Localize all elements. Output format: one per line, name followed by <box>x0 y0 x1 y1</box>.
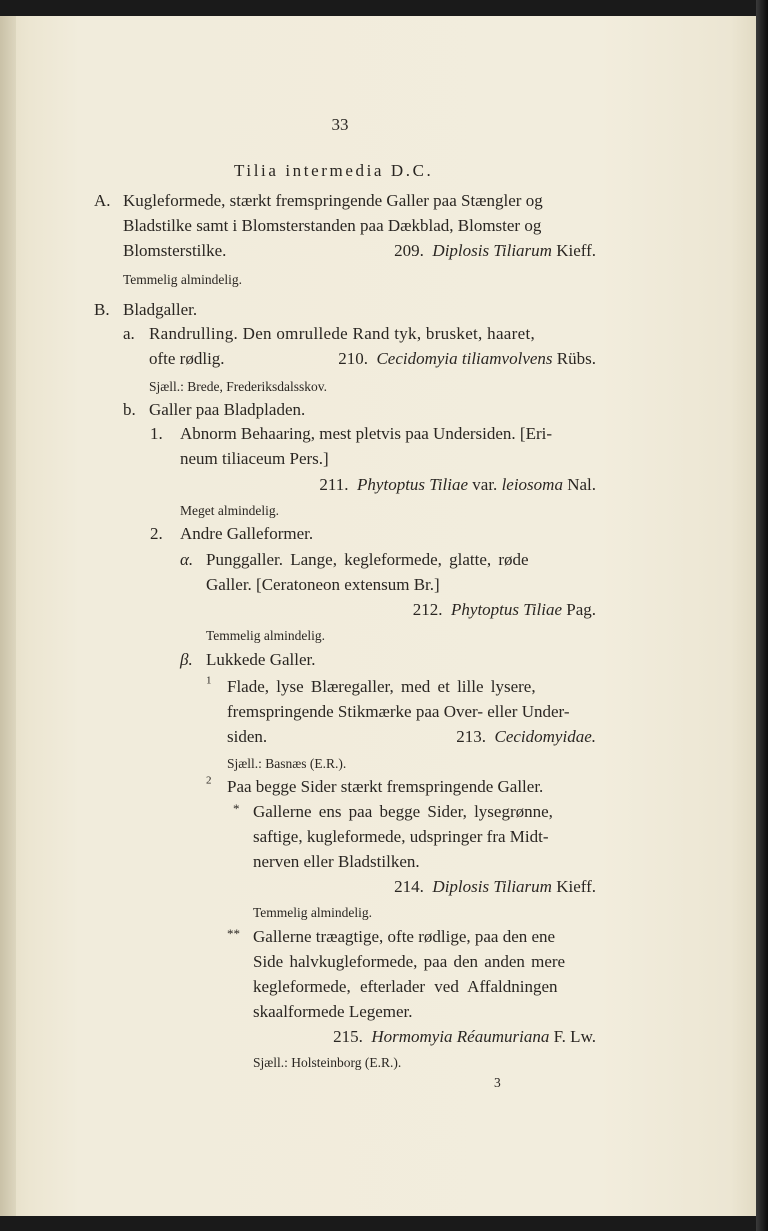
entry-a-line2-text: Bladstilke samt i Blomsterstanden paa Dækblad, Blomster og <box>123 216 542 235</box>
entry-st1-species-line <box>300 876 596 898</box>
entry-alpha-species: Phytoptus Tiliae <box>451 600 562 619</box>
entry-ba-line2: ofte rødlig. <box>149 349 225 368</box>
entry-st1-line1: Gallerne ens paa begge Sider, lysegrønne, <box>253 802 553 821</box>
entry-st2-line4: skaalformede Legemer. <box>253 1002 413 1021</box>
entry-st2-line2: Side halvkugleformede, paa den anden mere <box>253 952 566 971</box>
entry-st2-label: ** <box>227 926 240 941</box>
entry-s1-label <box>206 674 212 696</box>
entry-st1-author: Kieff. <box>556 877 596 896</box>
entry-s1-species: Cecidomyidae. <box>494 727 596 746</box>
entry-a-line2 <box>123 215 596 237</box>
entry-s1-superscript: 1 <box>206 674 212 687</box>
entry-a-note: Temmelig almindelig. <box>123 272 243 287</box>
entry-a-line1-text: Kugleformede, stærkt fremspringende Galler paa Stængler og <box>123 191 543 210</box>
section-heading: Tilia intermedia D.C. <box>234 161 434 180</box>
entry-a-number: 209. <box>394 241 424 260</box>
entry-st1-species: Diplosis Tiliarum <box>432 877 552 896</box>
entry-b1-var: var. <box>472 475 498 494</box>
entry-alpha-author: Pag. <box>566 600 596 619</box>
entry-b-label: B. <box>94 300 110 319</box>
entry-b1-species-line <box>260 474 596 496</box>
entry-a-line1 <box>123 190 596 212</box>
entry-ba-species: Cecidomyia tiliamvolvens <box>376 349 553 368</box>
entry-s1-note: Sjæll.: Basnæs (E.R.). <box>227 756 347 771</box>
entry-ba-note: Sjæll.: Brede, Frederiksdalsskov. <box>149 379 327 394</box>
entry-s2-line1: Paa begge Sider stærkt fremspringende Galler. <box>227 777 544 796</box>
entry-b1-label: 1. <box>150 424 163 443</box>
entry-a-species: Diplosis Tiliarum <box>432 241 552 260</box>
entry-s1-number: 213. <box>456 727 486 746</box>
entry-s1-line3: siden. <box>227 727 268 746</box>
entry-a-author: Kieff. <box>556 241 596 260</box>
entry-b1-line2: neum tiliaceum Pers.] <box>180 449 329 468</box>
page-number: 33 <box>331 115 349 134</box>
entry-st2-note: Sjæll.: Holsteinborg (E.R.). <box>253 1055 402 1070</box>
entry-st2-number: 215. <box>333 1027 363 1046</box>
entry-s2-superscript: 2 <box>206 774 212 787</box>
entry-ba-label: a. <box>123 324 135 343</box>
entry-st2-line3: kegleformede, efterlader ved Affaldningen <box>253 977 558 996</box>
entry-b2-text: Andre Galleformer. <box>180 524 314 543</box>
entry-alpha-species-line <box>300 599 596 621</box>
entry-ba-author: Rübs. <box>556 349 596 368</box>
entry-s1-line1: Flade, lyse Blæregaller, med et lille lysere, <box>227 677 536 696</box>
entry-s2-label <box>206 774 212 796</box>
entry-bb-label: b. <box>123 400 136 419</box>
entry-a-label: A. <box>94 191 111 210</box>
entry-b1-line1: Abnorm Behaaring, mest pletvis paa Undersiden. [Eri- <box>180 424 553 443</box>
entry-b1-species: Phytoptus Tiliae <box>357 475 469 494</box>
entry-b1-author: Nal. <box>567 475 596 494</box>
entry-ba-species-line <box>290 348 596 370</box>
entry-b1-varname: leiosoma <box>501 475 563 494</box>
entry-bb-text: Galler paa Bladpladen. <box>149 400 306 419</box>
entry-b1-note: Meget almindelig. <box>180 503 279 518</box>
entry-beta-text: Lukkede Galler. <box>206 650 316 669</box>
entry-s1-line2: fremspringende Stikmærke paa Over- eller Under- <box>227 702 570 721</box>
entry-b-text: Bladgaller. <box>123 300 198 319</box>
entry-alpha-line1: Punggaller. Lange, kegleformede, glatte, røde <box>206 550 529 569</box>
entry-st2-line1: Gallerne træagtige, ofte rødlige, paa den ene <box>253 927 556 946</box>
entry-ba-line1: Randrulling. Den omrullede Rand tyk, brusket, haaret, <box>149 324 536 343</box>
entry-alpha-number: 212. <box>412 600 443 619</box>
book-page <box>0 16 756 1216</box>
entry-a-species-line <box>300 240 596 262</box>
entry-st2-author: F. Lw. <box>553 1027 596 1046</box>
entry-beta-label: β. <box>180 650 193 669</box>
entry-st1-note: Temmelig almindelig. <box>253 905 373 920</box>
entry-s1-species-line <box>380 726 596 748</box>
entry-st2-species-line <box>280 1026 596 1048</box>
page-spine-shadow <box>0 16 16 1216</box>
entry-st2-species: Hormomyia Réaumuriana <box>371 1027 550 1046</box>
entry-alpha-label: α. <box>180 550 194 569</box>
signature-mark: 3 <box>494 1075 501 1090</box>
entry-alpha-note: Temmelig almindelig. <box>206 628 326 643</box>
entry-ba-number: 210. <box>338 349 368 368</box>
entry-b1-number: 211. <box>319 475 349 494</box>
entry-b2-label: 2. <box>150 524 163 543</box>
entry-alpha-line2: Galler. [Ceratoneon extensum Br.] <box>206 575 440 594</box>
entry-st1-label: * <box>233 801 240 816</box>
entry-a-line3: Blomsterstilke. <box>123 241 227 260</box>
entry-st1-number: 214. <box>394 877 424 896</box>
entry-st1-line3: nerven eller Bladstilken. <box>253 852 420 871</box>
book-edge-shadow <box>756 0 768 1231</box>
entry-st1-line2: saftige, kugleformede, udspringer fra Midt- <box>253 827 549 846</box>
